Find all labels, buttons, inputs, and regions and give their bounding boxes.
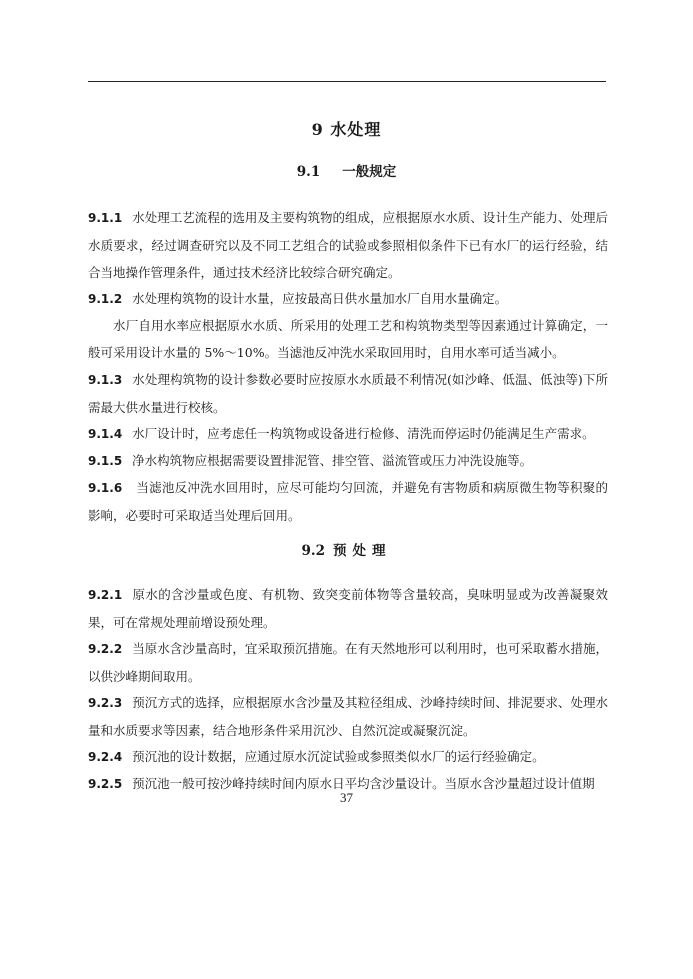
clause-number: 9.2.4 [88, 750, 123, 764]
section-number: 9.1 [296, 164, 321, 180]
clause-number: 9.1.1 [88, 211, 123, 225]
section-number: 9.2 [301, 543, 325, 559]
clause-9-1-3 [88, 366, 608, 421]
clause-text: 水处理构筑物的设计参数必要时应按原水水质最不利情况(如沙峰、低温、低浊等)下所需最大供水量进行校核。 [88, 372, 608, 415]
clause-text: 水处理工艺流程的选用及主要构筑物的组成，应根据原水水质、设计生产能力、处理后水质要求，经过调查研究以及不同工艺组合的试验或参照相似条件下已有水厂的运行经验，结合当地操作管理条件，通过技术经济比较综合研究确定。 [88, 210, 608, 280]
clause-text: 预沉池的设计数据，应通过原水沉淀试验或参照类似水厂的运行经验确定。 [132, 749, 545, 764]
clause-number: 9.1.6 [88, 481, 123, 495]
header-rule [88, 81, 606, 82]
clause-number: 9.1.3 [88, 373, 123, 387]
clause-9-2-2 [88, 635, 608, 690]
clause-number: 9.1.2 [88, 292, 123, 306]
clause-9-1-2-paragraph [88, 312, 608, 366]
section-heading: 一般规定 [342, 164, 397, 180]
clause-9-1-6 [88, 474, 608, 529]
clause-9-2-3 [88, 689, 608, 744]
clause-text: 预沉方式的选择，应根据原水含沙量及其粒径组成、沙峰持续时间、排泥要求、处理水量和水质要求等因素，结合地形条件采用沉沙、自然沉淀或凝聚沉淀。 [88, 695, 608, 738]
clause-9-2-4 [88, 743, 608, 771]
clause-text: 净水构筑物应根据需要设置排泥管、排空管、溢流管或压力冲洗设施等。 [132, 453, 533, 468]
clause-9-1-2 [88, 285, 608, 313]
clause-9-2-1 [88, 581, 608, 636]
clause-number: 9.2.3 [88, 696, 123, 710]
clause-text: 当原水含沙量高时，宜采取预沉措施。在有天然地形可以利用时，也可采取蓄水措施，以供沙峰期间取用。 [88, 641, 608, 684]
clause-9-1-4 [88, 420, 608, 448]
section-title-9-2 [0, 539, 693, 559]
clause-number: 9.2.2 [88, 642, 123, 656]
clause-text: 预沉池一般可按沙峰持续时间内原水日平均含沙量设计。当原水含沙量超过设计值期 [132, 776, 595, 791]
page-number: 37 [340, 790, 353, 805]
clause-text: 原水的含沙量或色度、有机物、致突变前体物等含量较高，臭味明显或为改善凝聚效果，可在常规处理前增设预处理。 [88, 587, 608, 630]
clause-number: 9.1.5 [88, 454, 123, 468]
clause-number: 9.2.5 [88, 777, 123, 791]
clause-text: 水厂自用水率应根据原水水质、所采用的处理工艺和构筑物类型等因素通过计算确定，一般可采用设计水量的 5%～10%。当滤池反冲洗水采取回用时，自用水率可适当减小。 [88, 318, 608, 360]
section-title-9-1 [0, 160, 693, 180]
clause-number: 9.2.1 [88, 588, 123, 602]
clause-9-1-5 [88, 447, 608, 475]
clause-text: 水厂设计时，应考虑任一构筑物或设备进行检修、清洗而停运时仍能满足生产需求。 [132, 426, 595, 441]
clause-9-1-1 [88, 204, 608, 286]
clause-number: 9.1.4 [88, 427, 123, 441]
clause-text: 水处理构筑物的设计水量，应按最高日供水量加水厂自用水量确定。 [132, 291, 508, 306]
clause-text: 当滤池反冲洗水回用时，应尽可能均匀回流，并避免有害物质和病原微生物等积聚的影响，必要时可采取适当处理后回用。 [88, 480, 608, 523]
chapter-title: 9 水处理 [311, 120, 382, 139]
section-heading: 预处理 [333, 543, 392, 559]
